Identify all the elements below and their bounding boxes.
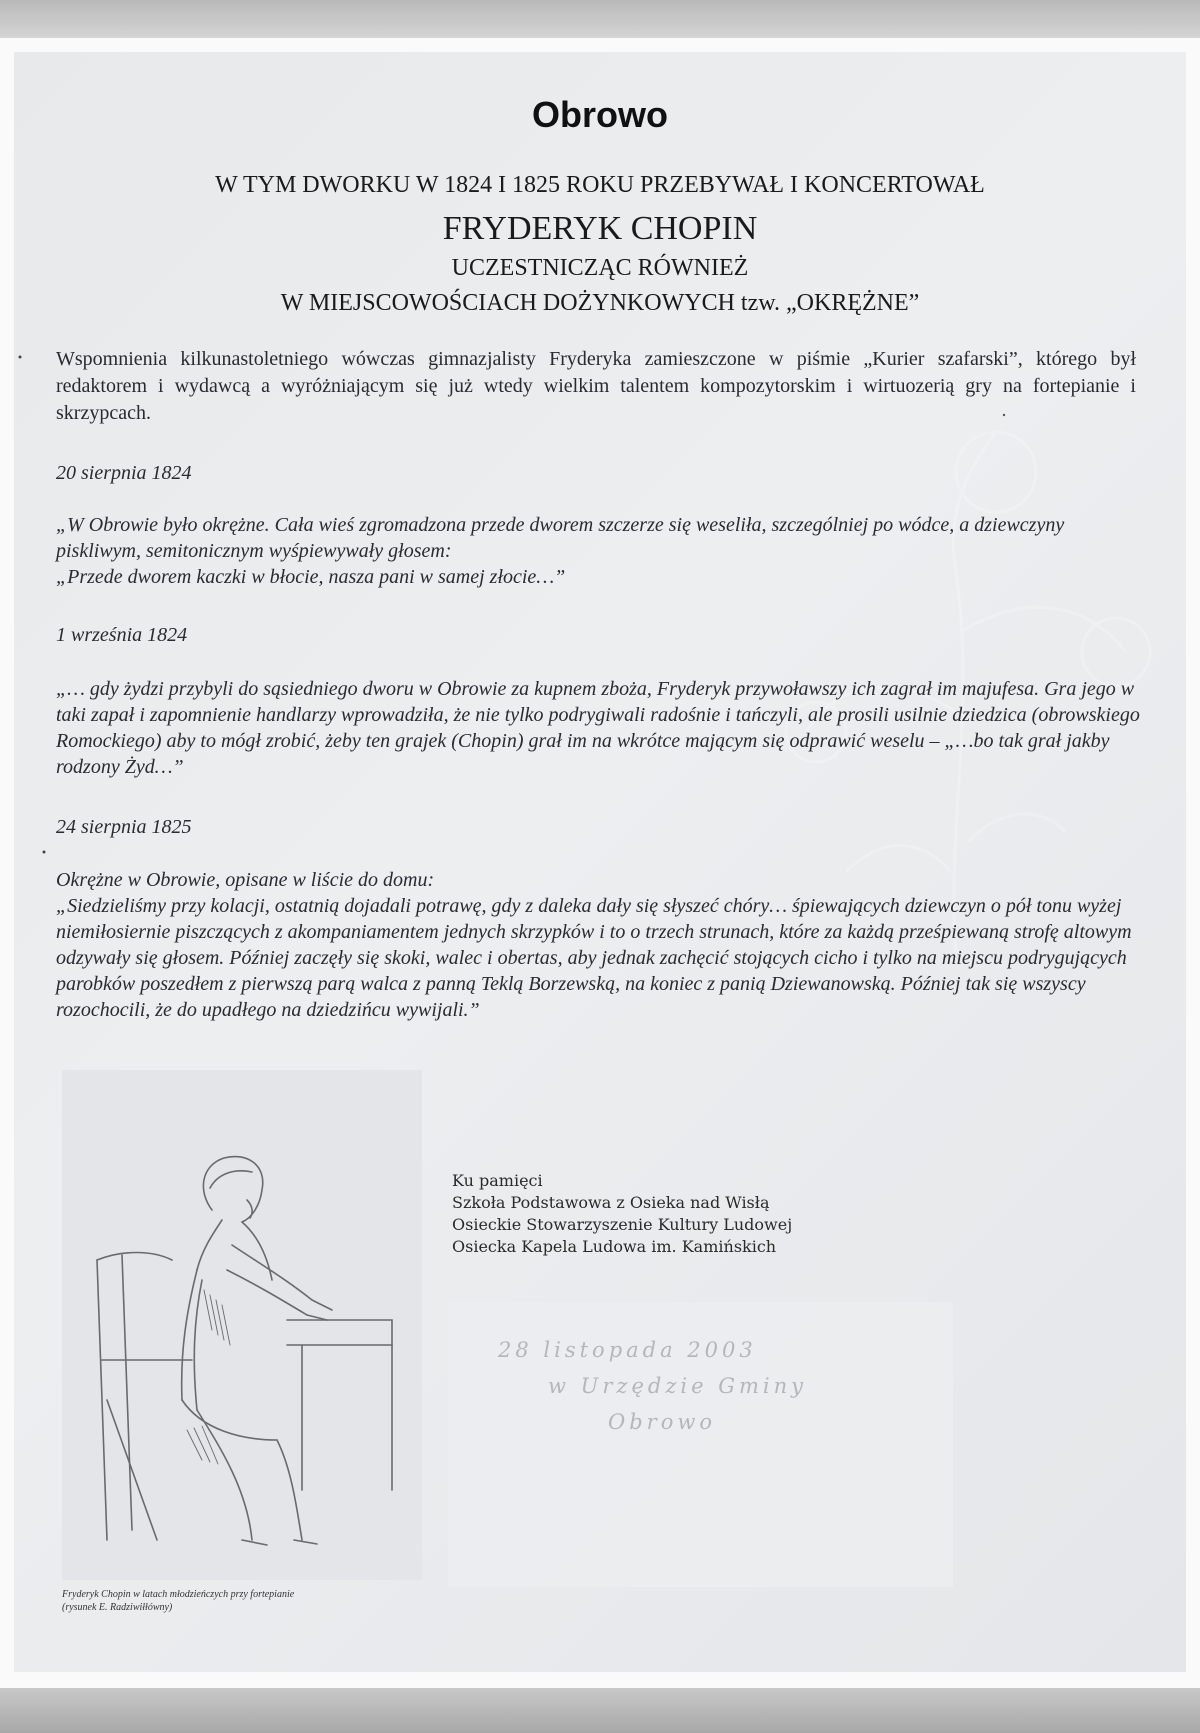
intro-paragraph: Wspomnienia kilkunastoletniego wówczas gimnazjalisty Fryderyka zamieszczone w piśmie „Kurier szafarski”, którego był redaktorem i wydawcą a wyróżniającym się już wtedy wielkim talentem kompozytorskim i wirtuozerią gry na fortepianie i skrzypcach.	[56, 348, 1136, 424]
memorial-line-2: Szkoła Podstawowa z Osieka nad Wisłą	[452, 1193, 770, 1212]
entry-text-2	[56, 676, 1146, 780]
sketch-caption	[62, 1588, 462, 1614]
entry-date-1: 20 sierpnia 1824	[56, 462, 192, 484]
entry-text-1	[56, 512, 1146, 590]
entry-text-3	[56, 867, 1146, 1023]
entry-2-line: „… gdy żydzi przybyli do sąsiedniego dworu w Obrowie za kupnem zboża, Fryderyk przywoławszy ich zagrał im majufesa. Gra jego w taki zapał i zapomnienie handlarzy wprowadziła, że nie tylko podrygiwali radośnie i tańczyli, ale prosili usilnie dziedzica (obrowskiego Romockiego) aby to mógł zrobić, żeby ten grajek (Chopin) grał im na wkrótce mającym się odprawić weselu – „…bo tak grał jakby rodzony Żyd…”	[56, 678, 1140, 778]
entry-date-3: 24 sierpnia 1825	[56, 816, 192, 838]
caption-line-1: Fryderyk Chopin w latach młodzieńczych przy fortepianie	[62, 1589, 295, 1600]
memorial-line-3: Osieckie Stowarzyszenie Kultury Ludowej	[452, 1215, 793, 1234]
handwritten-line-2: w Urzędzie Gminy	[548, 1374, 807, 1398]
entry-1-line: „Przede dworem kaczki w błocie, nasza pani w samej złocie…”	[56, 566, 566, 588]
entry-3-line: „Siedzieliśmy przy kolacji, ostatnią dojadali potrawę, gdy z daleka dały się słyszeć chóry… śpiewających dziewczyn o pół tonu wyżej niemiłosiernie piszczących z akompaniamentem jednych skrzypków i to o trzech strunach, które za każdą prześpiewaną strofę altowym odzywały się głosem. Później zaczęły się skoki, walec i obertas, aby jednak zachęcić stojących cicho i tylko na miejscu podrygujących parobków poszedłem z pierwszą parą walca z panną Teklą Borzewską, na koniec z panią Dziewanowską. Później tak się wszyscy rozochocili, że do upadłego na dziedzińcu wywijali.”	[56, 895, 1132, 1021]
plaque-sheet	[14, 52, 1186, 1672]
caption-line-2: (rysunek E. Radziwiłłówny)	[62, 1602, 173, 1613]
entry-1-line: „W Obrowie było okrężne. Cała wieś zgromadzona przede dworem szczerze się weseliła, szczególniej po wódce, a dziewczyny piskliwym, semitonicznym wyśpiewywały głosem:	[56, 514, 1065, 562]
heading-composer-name: FRYDERYK CHOPIN	[442, 210, 758, 247]
memorial-line-4: Osiecka Kapela Ludowa im. Kamińskich	[452, 1237, 777, 1256]
handwritten-note-card	[448, 1302, 953, 1587]
background-wall-bottom	[0, 1688, 1200, 1733]
page-title: Obrowo	[532, 94, 668, 135]
heading-line-1: W TYM DWORKU W 1824 I 1825 ROKU PRZEBYWAŁ I KONCERTOWAŁ	[215, 172, 985, 198]
background-wall-top	[0, 0, 1200, 38]
handwritten-note	[498, 1332, 918, 1440]
handwritten-line-3: Obrowo	[608, 1410, 716, 1434]
memorial-dedication	[452, 1170, 872, 1258]
entry-date-2: 1 września 1824	[56, 624, 188, 646]
handwritten-line-1: 28 listopada 2003	[498, 1338, 757, 1362]
chopin-sketch-illustration	[62, 1070, 422, 1580]
entry-3-line: Okrężne w Obrowie, opisane w liście do domu:	[56, 869, 435, 891]
photo-frame	[0, 38, 1200, 1688]
heading-line-4: W MIEJSCOWOŚCIACH DOŻYNKOWYCH tzw. „OKRĘŻNE”	[280, 290, 920, 316]
memorial-line-1: Ku pamięci	[452, 1171, 543, 1190]
heading-line-3: UCZESTNICZĄC RÓWNIEŻ	[451, 255, 749, 281]
